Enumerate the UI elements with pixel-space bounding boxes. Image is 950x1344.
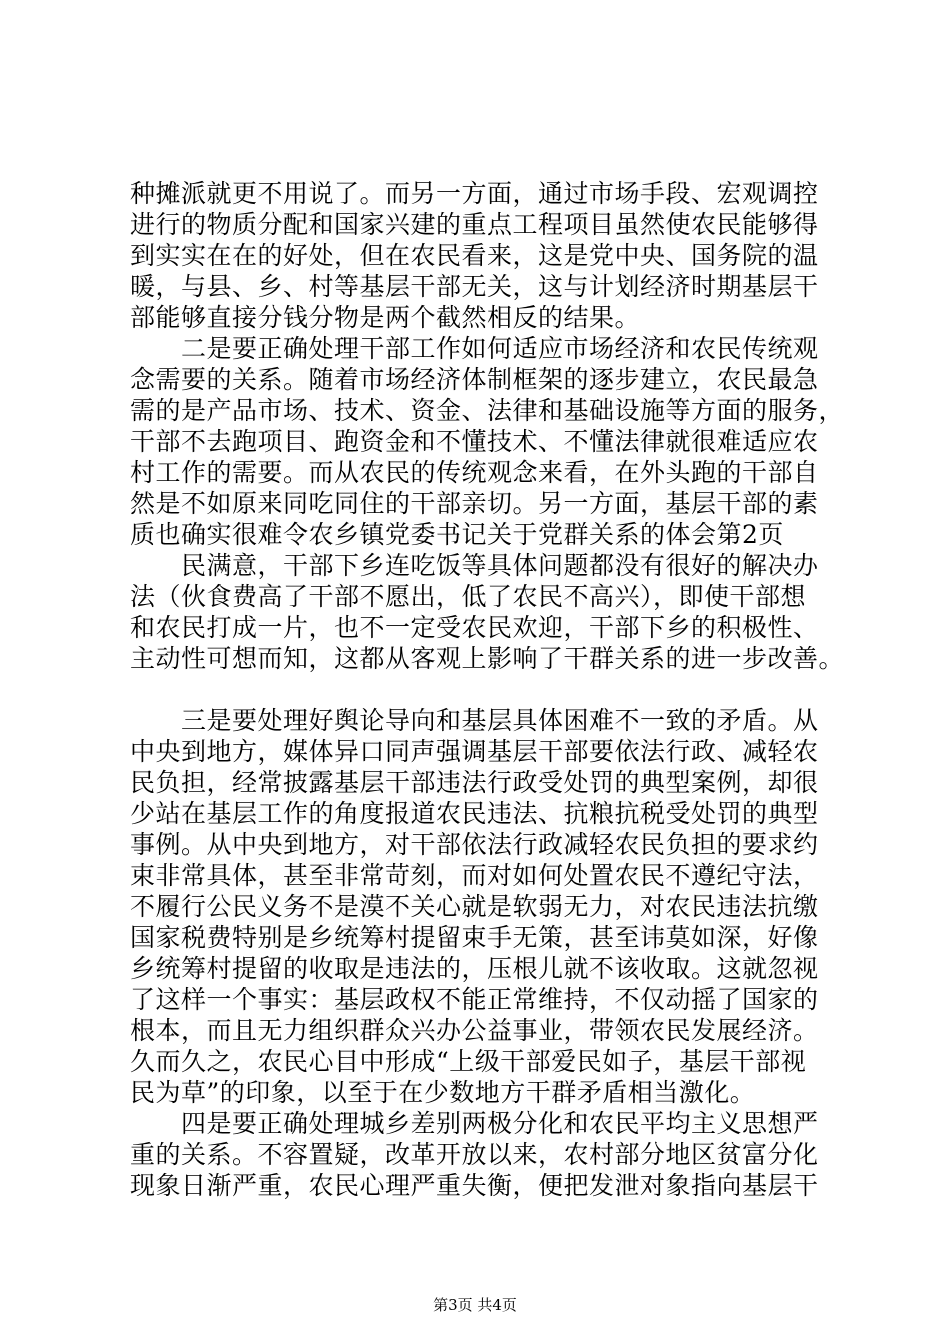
text-line: 中央到地方，媒体异口同声强调基层干部要依法行政、减轻农	[130, 737, 819, 766]
text-line: 乡统筹村提留的收取是违法的，压根儿就不该收取。这就忽视	[130, 954, 819, 983]
text-line: 到实实在在的好处，但在农民看来，这是党中央、国务院的温	[130, 241, 819, 270]
text-line: 根本，而且无力组织群众兴办公益事业，带领农民发展经济。	[130, 1016, 819, 1045]
text-line: 种摊派就更不用说了。而另一方面，通过市场手段、宏观调控	[130, 179, 819, 208]
text-line: 国家税费特别是乡统筹村提留束手无策，甚至讳莫如深，好像	[130, 923, 819, 952]
text-line: 进行的物质分配和国家兴建的重点工程项目虽然使农民能够得	[130, 210, 819, 239]
text-line: 需的是产品市场、技术、资金、法律和基础设施等方面的服务，	[130, 396, 845, 425]
text-line: 干部不去跑项目、跑资金和不懂技术、不懂法律就很难适应农	[130, 427, 819, 456]
blank-line	[130, 674, 830, 705]
text-line: 不履行公民义务不是漠不关心就是软弱无力，对农民违法抗缴	[130, 892, 819, 921]
text-line: 二是要正确处理干部工作如何适应市场经济和农民传统观	[130, 334, 819, 363]
text-line: 村工作的需要。而从农民的传统观念来看，在外头跑的干部自	[130, 458, 819, 487]
text-line: 民满意，干部下乡连吃饭等具体问题都没有很好的解决办	[130, 551, 819, 580]
text-line: 三是要处理好舆论导向和基层具体困难不一致的矛盾。从	[130, 706, 819, 735]
text-line: 民负担，经常披露基层干部违法行政受处罚的典型案例，却很	[130, 768, 819, 797]
text-line: 久而久之，农民心目中形成“上级干部爱民如子，基层干部视	[130, 1047, 807, 1076]
text-line: 事例。从中央到地方，对干部依法行政减轻农民负担的要求约	[130, 830, 819, 859]
text-line: 少站在基层工作的角度报道农民违法、抗粮抗税受处罚的典型	[130, 799, 819, 828]
text-line: 四是要正确处理城乡差别两极分化和农民平均主义思想严	[130, 1109, 819, 1138]
text-line: 和农民打成一片，也不一定受农民欢迎，干部下乡的积极性、	[130, 613, 819, 642]
text-line: 部能够直接分钱分物是两个截然相反的结果。	[130, 303, 641, 332]
text-line: 主动性可想而知，这都从客观上影响了干群关系的进一步改善。	[130, 644, 845, 673]
text-line: 民为草”的印象，以至于在少数地方干群矛盾相当激化。	[130, 1078, 756, 1107]
text-line: 然是不如原来同吃同住的干部亲切。另一方面，基层干部的素	[130, 489, 819, 518]
text-line: 念需要的关系。随着市场经济体制框架的逐步建立，农民最急	[130, 365, 819, 394]
text-line: 质也确实很难令农乡镇党委书记关于党群关系的体会第2页	[130, 520, 784, 549]
document-body	[130, 178, 845, 1201]
text-line: 重的关系。不容置疑，改革开放以来，农村部分地区贫富分化	[130, 1140, 819, 1169]
page-footer: 第3页 共4页	[433, 1296, 517, 1314]
text-line: 束非常具体，甚至非常苛刻，而对如何处置农民不遵纪守法，	[130, 861, 819, 890]
text-line: 法（伙食费高了干部不愿出，低了农民不高兴），即使干部想	[130, 582, 807, 611]
text-line: 暖，与县、乡、村等基层干部无关，这与计划经济时期基层干	[130, 272, 819, 301]
text-line: 了这样一个事实：基层政权不能正常维持，不仅动摇了国家的	[130, 985, 819, 1014]
text-line: 现象日渐严重，农民心理严重失衡，便把发泄对象指向基层干	[130, 1171, 819, 1200]
